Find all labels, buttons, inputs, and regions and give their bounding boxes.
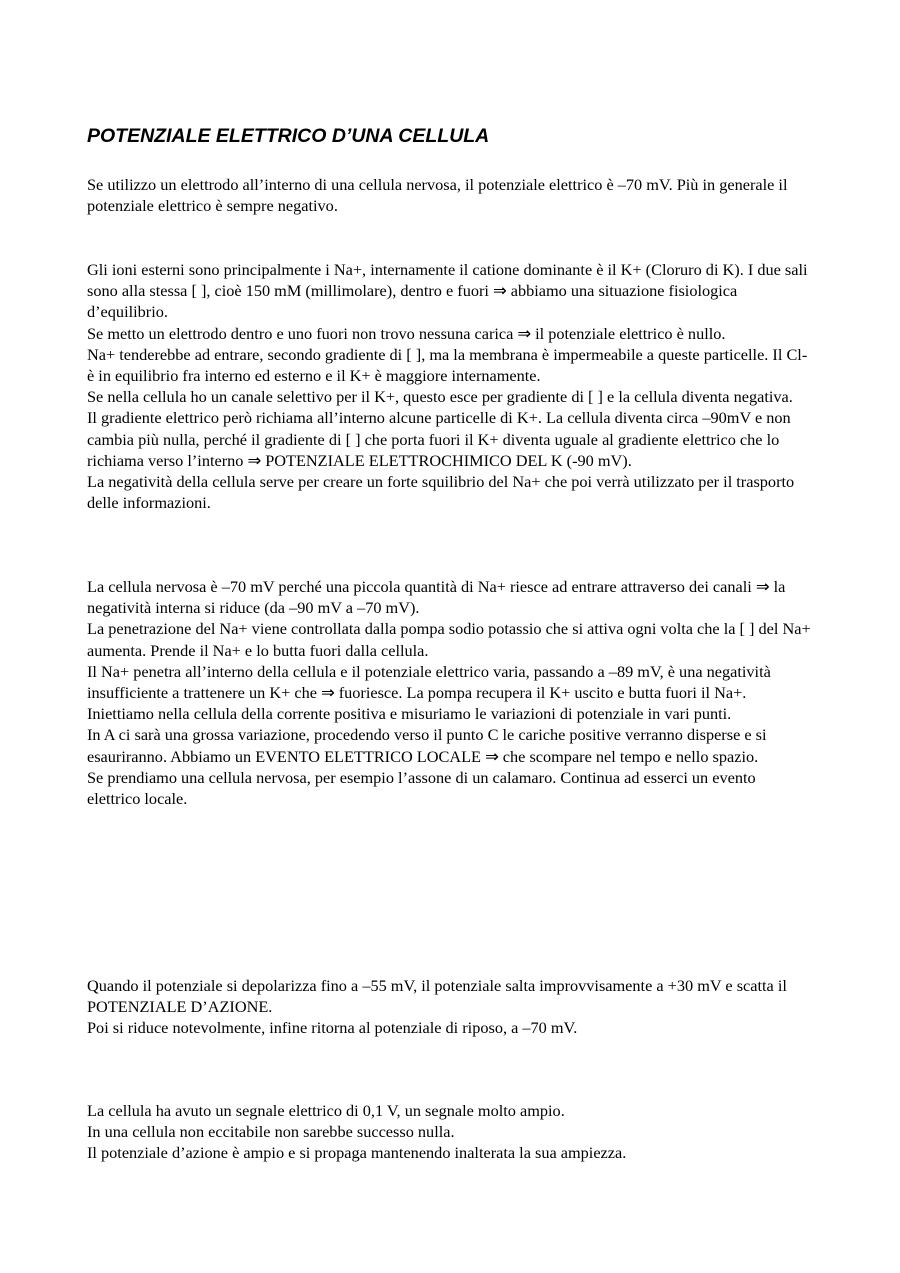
paragraph: Se prendiamo una cellula nervosa, per esempio l’assone di un calamaro. Continua ad esserci un evento elettrico locale.	[87, 767, 756, 809]
paragraph: La penetrazione del Na+ viene controllata dalla pompa sodio potassio che si attiva ogni volta che la [ ] del Na+ aumenta. Prende il Na+ e lo butta fuori dalla cellula.	[87, 619, 811, 660]
paragraph: Se nella cellula ho un canale selettivo per il K+, questo esce per gradiente di [ ] e la cellula diventa negativa.	[87, 387, 793, 407]
paragraph: In A ci sarà una grossa variazione, procedendo verso il punto C le cariche positive verranno disperse e si esauriranno. Abbiamo un EVENTO ELETTRICO LOCALE ⇒ che scompare nel tempo e nello spazio.	[87, 725, 767, 766]
paragraph: Poi si riduce notevolmente, infine ritorna al potenziale di riposo, a –70 mV.	[87, 1018, 578, 1038]
paragraph-block-ions	[87, 259, 813, 513]
paragraph: La cellula ha avuto un segnale elettrico di 0,1 V, un segnale molto ampio.	[87, 1101, 565, 1120]
paragraph: Il Na+ penetra all’interno della cellula e il potenziale elettrico varia, passando a –89 mV, è una negatività insufficiente a trattenere un K+ che ⇒ fuoriesce. La pompa recupera il K+ uscito e butta fuori il Na+.	[87, 661, 771, 703]
paragraph: Se metto un elettrodo dentro e uno fuori non trovo nessuna carica ⇒ il potenziale elettrico è nullo.	[87, 323, 726, 343]
paragraph-block-action-potential	[87, 975, 813, 1039]
paragraph: Il gradiente elettrico però richiama all’interno alcune particelle di K+. La cellula diventa circa –90mV e non cambia più nulla, perché il gradiente di [ ] che porta fuori il K+ diventa uguale al gradiente elettrico che lo richiama verso l’interno ⇒ POTENZIALE ELETTROCHIMICO DEL K (-90 mV).	[87, 408, 791, 470]
paragraph: Quando il potenziale si depolarizza fino a –55 mV, il potenziale salta improvvisamente a +30 mV e scatta il POTENZIALE D’AZIONE.	[87, 976, 787, 1017]
paragraph: Na+ tenderebbe ad entrare, secondo gradiente di [ ], ma la membrana è impermeabile a queste particelle. Il Cl- è in equilibrio fra interno ed esterno e il K+ è maggiore internamente.	[87, 344, 808, 386]
paragraph-block-resting	[87, 576, 813, 809]
paragraph: Se utilizzo un elettrodo all’interno di una cellula nervosa, il potenziale elettrico è –70 mV. Più in generale il potenziale elettrico è sempre negativo.	[87, 175, 788, 216]
paragraph: Gli ioni esterni sono principalmente i Na+, internamente il catione dominante è il K+ (Cloruro di K). I due sali sono alla stessa [ ], cioè 150 mM (millimolare), dentro e fuori ⇒ abbiamo una situazione fisiologica d’equilibrio.	[87, 260, 808, 322]
paragraph: La negatività della cellula serve per creare un forte squilibrio del Na+ che poi verrà utilizzato per il trasporto delle informazioni.	[87, 472, 795, 513]
page-title: POTENZIALE ELETTRICO D’UNA CELLULA	[87, 125, 490, 147]
paragraph: La cellula nervosa è –70 mV perché una piccola quantità di Na+ riesce ad entrare attraverso dei canali ⇒ la negatività interna si riduce (da –90 mV a –70 mV).	[87, 577, 786, 618]
paragraph-block-intro	[87, 174, 813, 216]
paragraph-block-signal	[87, 1100, 813, 1164]
paragraph: Il potenziale d’azione è ampio e si propaga mantenendo inalterata la sua ampiezza.	[87, 1143, 627, 1163]
paragraph: Iniettiamo nella cellula della corrente positiva e misuriamo le variazioni di potenziale in vari punti.	[87, 704, 732, 724]
paragraph: In una cellula non eccitabile non sarebbe successo nulla.	[87, 1122, 455, 1142]
